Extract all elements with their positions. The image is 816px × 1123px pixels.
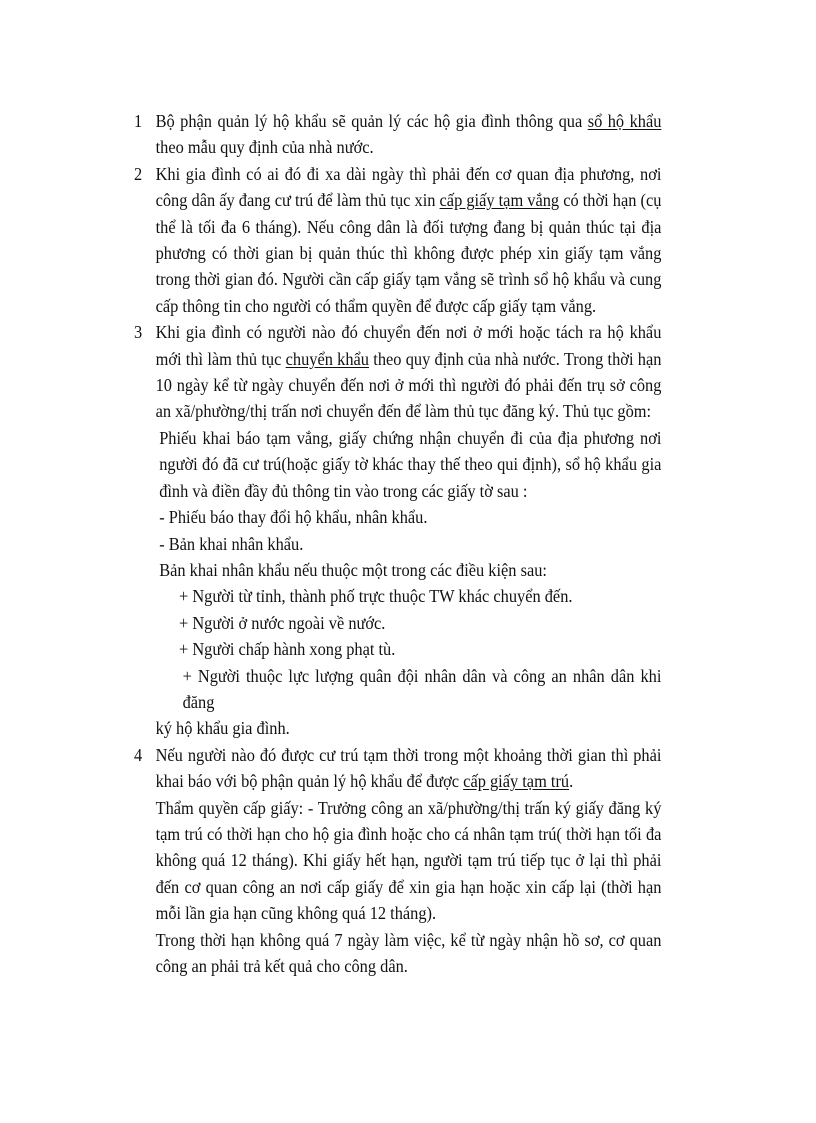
paragraph: Trong thời hạn không quá 7 ngày làm việc, kể từ ngày nhận hồ sơ, cơ quan công an phải trả kết quả cho công dân. <box>155 929 662 976</box>
dash-list-item: - Phiếu báo thay đổi hộ khẩu, nhân khẩu. <box>159 507 428 528</box>
item-number: 2 <box>134 163 143 184</box>
item-body <box>156 742 662 980</box>
text-run: Nếu người nào đó được cư trú tạm thời trong một khoảng thời gian thì phải khai báo với bộ phận quản lý hộ khẩu để được <box>155 744 662 792</box>
underlined-term-cap-giay-tam-tru: cấp giấy tạm trú <box>463 771 570 792</box>
underlined-term-chuyen-khau: chuyển khẩu <box>285 348 369 369</box>
plus-list-item: + Người từ tỉnh, thành phố trực thuộc TW khác chuyển đến. <box>179 586 573 607</box>
plus-list-item: + Người chấp hành xong phạt tù. <box>179 639 396 660</box>
text-run: Khi gia đình có ai đó đi xa dài ngày thì phải đến cơ quan địa phương, nơi công dân ấy đang cư trú để làm thủ tục xin <box>155 163 662 211</box>
list-item-4 <box>134 742 661 980</box>
list-item-2 <box>134 161 661 319</box>
item-number: 4 <box>134 744 143 765</box>
underlined-term-cap-giay-tam-vang: cấp giấy tạm vắng <box>439 190 560 211</box>
document-content <box>134 108 661 979</box>
text-run: Bộ phận quản lý hộ khẩu sẽ quản lý các hộ gia đình thông qua <box>155 111 588 131</box>
conditions-intro: Bản khai nhân khẩu nếu thuộc một trong các điều kiện sau: <box>159 559 547 580</box>
plus-list-item: + Người thuộc lực lượng quân đội nhân dân và công an nhân dân khi đăng <box>182 665 662 712</box>
list-item-1 <box>134 108 661 161</box>
plus-list-item: + Người ở nước ngoài về nước. <box>179 612 386 633</box>
item-body <box>156 319 662 742</box>
underlined-term-so-ho-khau: sổ hộ khẩu <box>587 111 662 131</box>
paragraph: Thẩm quyền cấp giấy: - Trưởng công an xã/phường/thị trấn ký giấy đăng ký tạm trú có thời hạn cho hộ gia đình hoặc cho cá nhân tạm trú( thời hạn tối đa không quá 12 tháng). Khi giấy hết hạn, người tạm trú tiếp tục ở lại thì phải đến cơ quan công an nơi cấp giấy để xin gia hạn hoặc xin cấp lại (thời hạn mỗi lần gia hạn cũng không quá 12 tháng). <box>155 797 662 924</box>
text-run: theo mẫu quy định của nhà nước. <box>155 137 374 158</box>
paragraph <box>156 108 662 161</box>
dash-list-item: - Bản khai nhân khẩu. <box>159 533 304 554</box>
text-run: Khi gia đình có người nào đó chuyển đến nơi ở mới hoặc tách ra hộ khẩu mới thì làm thủ tục <box>155 322 662 369</box>
item-number: 1 <box>134 111 143 131</box>
list-item-3 <box>134 319 661 742</box>
paragraph <box>156 742 662 795</box>
paragraph: Phiếu khai báo tạm vắng, giấy chứng nhận chuyển đi của địa phương nơi người đó đã cư trú(hoặc giấy tờ khác thay thế theo qui định), sổ hộ khẩu gia đình và điền đầy đủ thông tin vào trong các giấy tờ sau : <box>159 427 662 501</box>
paragraph <box>156 161 662 319</box>
text-run: theo quy định của nhà nước. Trong thời hạn 10 ngày kể từ ngày chuyển đến nơi ở mới thì người đó phải đến trụ sở công an xã/phường/thị trấn nơi chuyển đến để làm thủ tục đăng ký. Thủ tục gồm: <box>155 348 662 422</box>
text-run: . <box>569 771 574 792</box>
text-run: có thời hạn (cụ thể là tối đa 6 tháng). Nếu công dân là đối tượng đang bị quản thúc tại địa phương có thời gian bị quản thúc thì không được phép xin giấy tạm vắng trong thời gian đó. Người cần cấp giấy tạm vắng sẽ trình sổ hộ khẩu và cung cấp thông tin cho người có thẩm quyền để được cấp giấy tạm vắng. <box>155 190 662 316</box>
item-body <box>156 161 662 319</box>
plus-list-item-continuation: ký hộ khẩu gia đình. <box>155 718 290 739</box>
item-body <box>156 108 662 161</box>
item-number: 3 <box>134 322 143 343</box>
paragraph <box>156 319 662 425</box>
